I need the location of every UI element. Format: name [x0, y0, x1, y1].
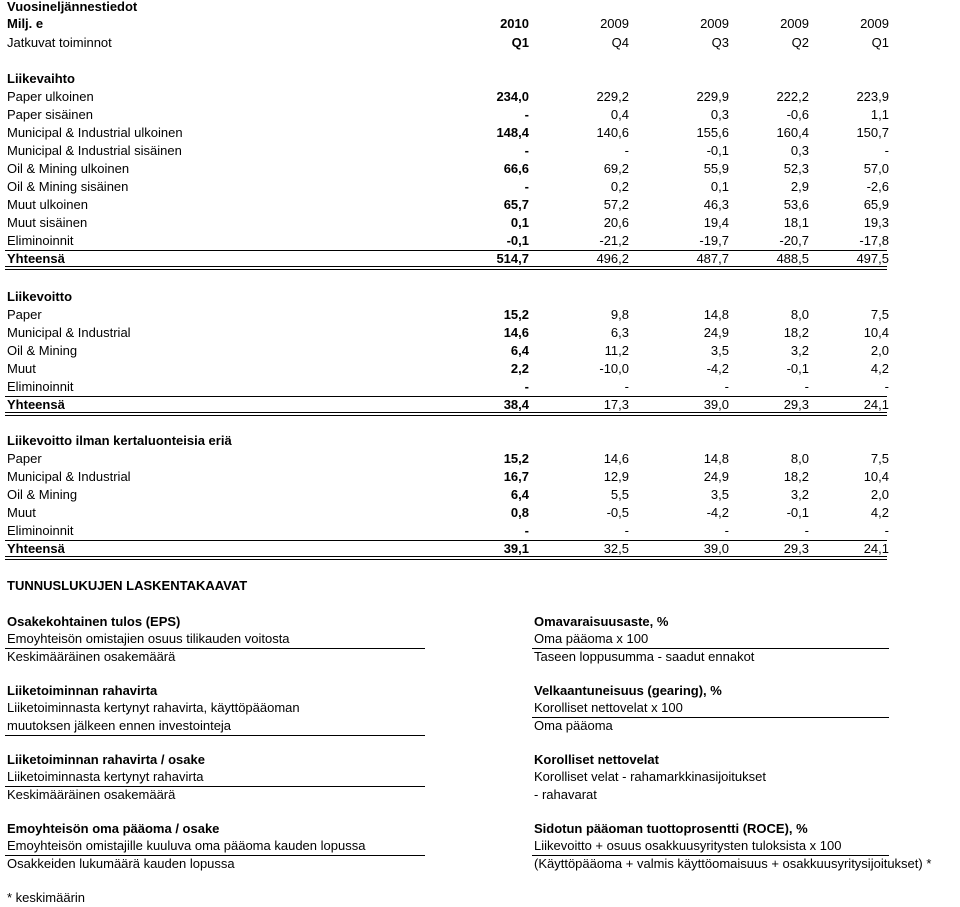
unit-label: Milj. e: [7, 16, 44, 31]
cell-value: 11,2: [604, 343, 629, 358]
cell-value: 46,3: [703, 197, 729, 212]
quarter-header: Q3: [711, 35, 729, 50]
cell-value: -19,7: [699, 233, 729, 248]
double-underline: [5, 266, 887, 270]
cell-value: 1,1: [870, 107, 889, 122]
cell-value: 14,6: [603, 451, 629, 466]
total-value: 496,2: [596, 251, 629, 266]
cell-value: 16,7: [503, 469, 529, 484]
total-value: 39,0: [703, 541, 729, 556]
quarter-header: Q1: [871, 35, 889, 50]
row-label: Oil & Mining: [7, 343, 78, 358]
double-underline: [5, 412, 887, 416]
cell-value: -4,2: [706, 361, 729, 376]
row-label: Muut sisäinen: [7, 215, 88, 230]
cell-value: -20,7: [779, 233, 809, 248]
formula-title: Korolliset nettovelat: [534, 752, 659, 767]
total-value: 24,1: [863, 541, 889, 556]
cell-value: -: [624, 379, 629, 394]
cell-value: 229,2: [596, 89, 629, 104]
cell-value: 0,3: [710, 107, 729, 122]
double-underline: [5, 556, 887, 560]
year-header: 2010: [500, 16, 529, 31]
cell-value: 4,2: [870, 361, 889, 376]
formula-numerator: Liikevoitto + osuus osakkuusyritysten tuloksista x 100: [534, 838, 842, 853]
cell-value: -17,8: [859, 233, 889, 248]
cell-value: -10,0: [599, 361, 629, 376]
total-label: Yhteensä: [7, 251, 65, 266]
cell-value: 12,9: [603, 469, 629, 484]
cell-value: -: [624, 143, 629, 158]
year-header: 2009: [600, 16, 629, 31]
total-value: 17,3: [603, 397, 629, 412]
cell-value: 0,8: [510, 505, 529, 520]
cell-value: 9,8: [610, 307, 629, 322]
formula-denominator: (Käyttöpääoma + valmis käyttöomaisuus + osakkuusyritysijoitukset) *: [534, 856, 932, 871]
cell-value: 18,1: [783, 215, 809, 230]
row-label: Oil & Mining sisäinen: [7, 179, 129, 194]
formula-numerator: Emoyhteisön omistajille kuuluva oma pääoma kauden lopussa: [7, 838, 366, 853]
cell-value: -2,6: [866, 179, 889, 194]
formula-numerator: Korolliset nettovelat x 100: [534, 700, 683, 715]
cell-value: 6,4: [510, 487, 529, 502]
page-title: Vuosineljännestiedot: [7, 0, 138, 14]
formula-title: Osakekohtainen tulos (EPS): [7, 614, 181, 629]
cell-value: 15,2: [503, 307, 529, 322]
cell-value: 6,4: [510, 343, 529, 358]
section-title-net-sales: Liikevaihto: [7, 71, 75, 86]
cell-value: 2,0: [870, 343, 889, 358]
formula-numerator: Liiketoiminnasta kertynyt rahavirta: [7, 769, 204, 784]
cell-value: 7,5: [870, 307, 889, 322]
section-title-comparable-operating-profit: Liikevoitto ilman kertaluonteisia eriä: [7, 433, 232, 448]
formula-title: Omavaraisuusaste, %: [534, 614, 669, 629]
total-value: 39,1: [503, 541, 529, 556]
row-label: Eliminoinnit: [7, 233, 74, 248]
formula-line: Korolliset velat - rahamarkkinasijoitukset: [534, 769, 766, 784]
quarter-header: Q4: [611, 35, 629, 50]
cell-value: 24,9: [703, 325, 729, 340]
continuing-operations-label: Jatkuvat toiminnot: [7, 35, 112, 50]
row-label: Municipal & Industrial: [7, 469, 131, 484]
cell-value: 10,4: [863, 325, 889, 340]
cell-value: 10,4: [863, 469, 889, 484]
formula-denominator: Taseen loppusumma - saadut ennakot: [534, 649, 755, 664]
cell-value: 2,2: [510, 361, 529, 376]
cell-value: 53,6: [783, 197, 809, 212]
cell-value: 3,5: [710, 343, 729, 358]
quarter-header: Q2: [791, 35, 809, 50]
formula-title: Sidotun pääoman tuottoprosentti (ROCE), %: [534, 821, 808, 836]
formula-line: - rahavarat: [534, 787, 597, 802]
cell-value: 57,2: [603, 197, 629, 212]
formula-denominator: Oma pääoma: [534, 718, 613, 733]
cell-value: -: [524, 179, 529, 194]
cell-value: 69,2: [603, 161, 629, 176]
formula-title: Liiketoiminnan rahavirta: [7, 683, 158, 698]
cell-value: 2,0: [870, 487, 889, 502]
total-label: Yhteensä: [7, 397, 65, 412]
cell-value: 150,7: [856, 125, 889, 140]
row-label: Municipal & Industrial sisäinen: [7, 143, 182, 158]
cell-value: -0,1: [786, 505, 809, 520]
cell-value: 20,6: [603, 215, 629, 230]
cell-value: -: [804, 379, 809, 394]
total-value: 488,5: [776, 251, 809, 266]
row-label: Municipal & Industrial ulkoinen: [7, 125, 183, 140]
cell-value: 160,4: [776, 125, 809, 140]
total-value: 32,5: [603, 541, 629, 556]
row-label: Eliminoinnit: [7, 379, 74, 394]
cell-value: 3,2: [790, 343, 809, 358]
cell-value: 14,8: [703, 307, 729, 322]
formula-title: Velkaantuneisuus (gearing), %: [534, 683, 722, 698]
footnote: * keskimäärin: [7, 890, 86, 905]
cell-value: -0,1: [506, 233, 529, 248]
cell-value: 8,0: [790, 451, 809, 466]
cell-value: -: [804, 523, 809, 538]
cell-value: -0,5: [606, 505, 629, 520]
cell-value: -: [524, 523, 529, 538]
cell-value: 0,1: [710, 179, 729, 194]
formula-numerator: Liiketoiminnasta kertynyt rahavirta, käyttöpääoman: [7, 700, 300, 715]
cell-value: -0,1: [706, 143, 729, 158]
total-value: 514,7: [496, 251, 529, 266]
cell-value: 19,4: [703, 215, 729, 230]
cell-value: -: [624, 523, 629, 538]
cell-value: 18,2: [783, 469, 809, 484]
formulas-heading: TUNNUSLUKUJEN LASKENTAKAAVAT: [7, 578, 248, 593]
row-label: Muut: [7, 505, 36, 520]
cell-value: -: [724, 379, 729, 394]
formula-title: Emoyhteisön oma pääoma / osake: [7, 821, 220, 836]
cell-value: 3,2: [790, 487, 809, 502]
cell-value: 7,5: [870, 451, 889, 466]
cell-value: -: [724, 523, 729, 538]
total-label: Yhteensä: [7, 541, 65, 556]
fraction-line: [5, 735, 425, 736]
cell-value: 3,5: [710, 487, 729, 502]
cell-value: 0,4: [610, 107, 629, 122]
row-label: Municipal & Industrial: [7, 325, 131, 340]
cell-value: 229,9: [696, 89, 729, 104]
cell-value: 0,2: [610, 179, 629, 194]
row-label: Paper: [7, 307, 42, 322]
cell-value: 14,6: [503, 325, 529, 340]
year-header: 2009: [860, 16, 889, 31]
formula-numerator: Emoyhteisön omistajien osuus tilikauden voitosta: [7, 631, 290, 646]
cell-value: 223,9: [856, 89, 889, 104]
formula-numerator-cont: muutoksen jälkeen ennen investointeja: [7, 718, 232, 733]
cell-value: 19,3: [863, 215, 889, 230]
row-label: Oil & Mining: [7, 487, 78, 502]
cell-value: -: [884, 523, 889, 538]
cell-value: 222,2: [776, 89, 809, 104]
cell-value: 155,6: [696, 125, 729, 140]
total-value: 497,5: [856, 251, 889, 266]
cell-value: -: [884, 379, 889, 394]
cell-value: 148,4: [496, 125, 529, 140]
total-value: 487,7: [696, 251, 729, 266]
total-value: 38,4: [503, 397, 529, 412]
cell-value: 0,1: [510, 215, 529, 230]
cell-value: 65,9: [863, 197, 889, 212]
row-label: Muut: [7, 361, 36, 376]
row-label: Paper sisäinen: [7, 107, 93, 122]
formula-denominator: Keskimääräinen osakemäärä: [7, 787, 176, 802]
row-label: Paper ulkoinen: [7, 89, 94, 104]
formula-denominator: Keskimääräinen osakemäärä: [7, 649, 176, 664]
cell-value: -: [524, 143, 529, 158]
total-value: 39,0: [703, 397, 729, 412]
year-header: 2009: [700, 16, 729, 31]
row-label: Oil & Mining ulkoinen: [7, 161, 130, 176]
cell-value: -21,2: [599, 233, 629, 248]
cell-value: -: [884, 143, 889, 158]
formula-numerator: Oma pääoma x 100: [534, 631, 649, 646]
cell-value: 52,3: [783, 161, 809, 176]
cell-value: 140,6: [596, 125, 629, 140]
row-label: Paper: [7, 451, 42, 466]
cell-value: 234,0: [496, 89, 529, 104]
section-title-operating-profit: Liikevoitto: [7, 289, 73, 304]
cell-value: 15,2: [503, 451, 529, 466]
cell-value: 65,7: [503, 197, 529, 212]
cell-value: 57,0: [863, 161, 889, 176]
cell-value: -0,1: [786, 361, 809, 376]
cell-value: 5,5: [610, 487, 629, 502]
formula-title: Liiketoiminnan rahavirta / osake: [7, 752, 205, 767]
cell-value: 66,6: [503, 161, 529, 176]
quarter-header: Q1: [511, 35, 529, 50]
total-value: 29,3: [783, 541, 809, 556]
cell-value: 55,9: [703, 161, 729, 176]
total-value: 29,3: [783, 397, 809, 412]
cell-value: 8,0: [790, 307, 809, 322]
cell-value: 14,8: [703, 451, 729, 466]
cell-value: -: [524, 107, 529, 122]
cell-value: -0,6: [786, 107, 809, 122]
cell-value: -: [524, 379, 529, 394]
row-label: Muut ulkoinen: [7, 197, 88, 212]
cell-value: 24,9: [703, 469, 729, 484]
total-value: 24,1: [863, 397, 889, 412]
formula-denominator: Osakkeiden lukumäärä kauden lopussa: [7, 856, 235, 871]
cell-value: 0,3: [790, 143, 809, 158]
cell-value: -4,2: [706, 505, 729, 520]
year-header: 2009: [780, 16, 809, 31]
cell-value: 4,2: [870, 505, 889, 520]
row-label: Eliminoinnit: [7, 523, 74, 538]
cell-value: 6,3: [610, 325, 629, 340]
cell-value: 18,2: [783, 325, 809, 340]
cell-value: 2,9: [790, 179, 809, 194]
